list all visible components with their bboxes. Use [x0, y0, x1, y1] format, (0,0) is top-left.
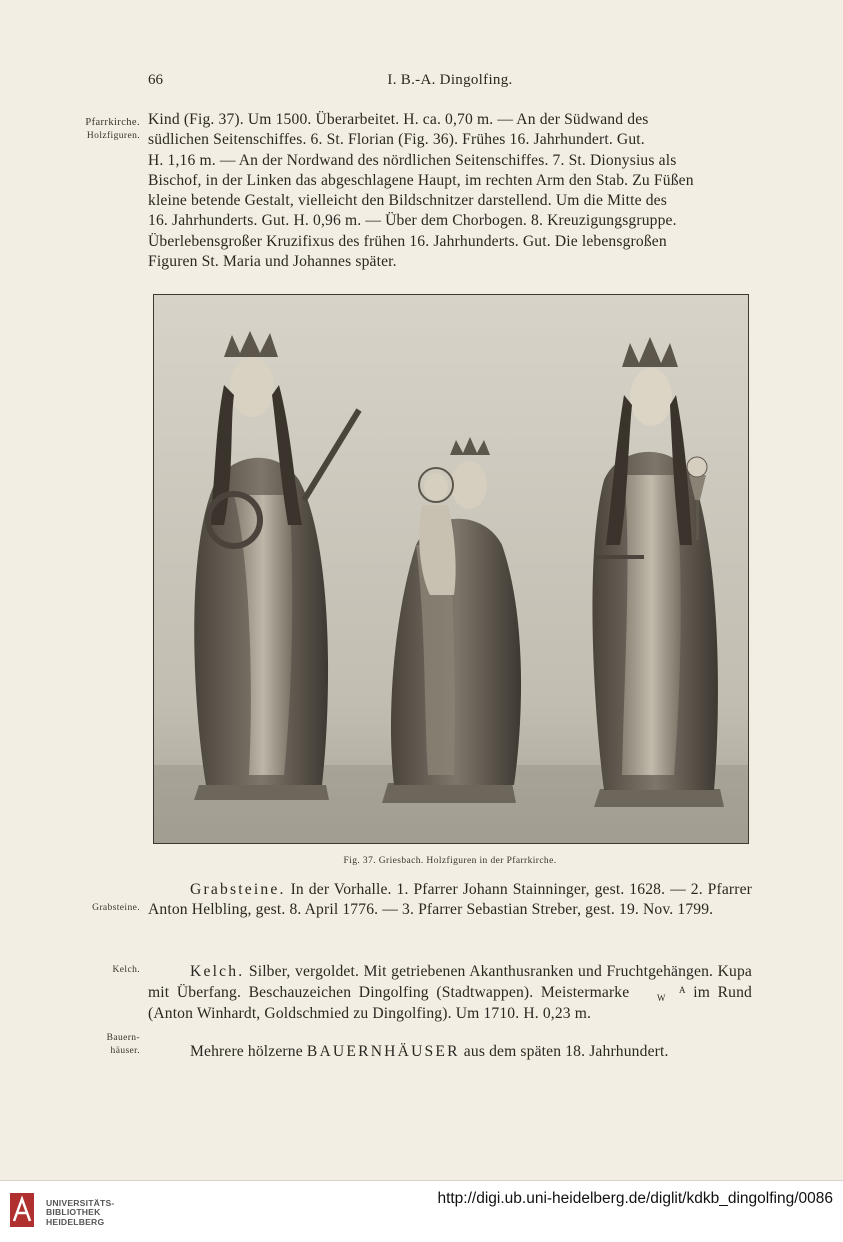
figure-photograph: [153, 294, 749, 844]
marke-top: A: [678, 985, 686, 995]
margin-note-bauern-1: Bauern-: [106, 1033, 140, 1043]
figure-caption: Fig. 37. Griesbach. Holzfiguren in der Pfarrkirche.: [343, 856, 557, 866]
margin-note-grabsteine: Grabsteine.: [92, 903, 140, 913]
page-number: 66: [148, 72, 163, 88]
kelch-text-1: Silber, vergoldet. Mit getriebenen Akanthusranken und Fruchtgehängen. Kupa mit Überfang. Beschauzeichen Dingolfing (Stadtwappen). Meistermarke: [148, 963, 752, 1001]
meistermarke-symbol: [637, 986, 686, 1002]
marke-bottom: W: [656, 993, 666, 1003]
section-head-grabsteine: Grabsteine.: [190, 881, 286, 898]
paragraph-kelch: [148, 961, 752, 1024]
text-line: kleine betende Gestalt, vielleicht den Bildschnitzer darstellend. Um die Mitte des: [148, 192, 667, 210]
margin-note-holzfiguren: Holzfiguren.: [86, 131, 140, 141]
grabsteine-text: In der Vorhalle. 1. Pfarrer Johann Stainninger, gest. 1628. — 2. Pfarrer Anton Helbling, gest. 8. April 1776. — 3. Pfarrer Sebastian Streber, gest. 19. Nov. 1799.: [148, 881, 752, 919]
page-header: [148, 72, 752, 94]
section-head-bauernhaeuser: BAUERNHÄUSER: [306, 1043, 460, 1060]
permalink-url[interactable]: http://digi.ub.uni-heidelberg.de/diglit/kdkb_dingolfing/0086: [437, 1190, 833, 1207]
running-title: I. B.-A. Dingolfing.: [387, 72, 513, 88]
text-line: Figuren St. Maria und Johannes später.: [148, 253, 397, 271]
text-line: H. 1,16 m. — An der Nordwand des nördlichen Seitenschiffes. 7. St. Dionysius als: [148, 151, 677, 169]
margin-note-pfarrkirche: Pfarrkirche.: [85, 117, 140, 128]
text-line: Kind (Fig. 37). Um 1500. Überarbeitet. H. ca. 0,70 m. — An der Südwand des: [148, 111, 649, 128]
sculptures-photo: [154, 295, 748, 843]
text-line: Bischof, in der Linken das abgeschlagene Haupt, im rechten Arm den Stab. Zu Füßen: [148, 171, 694, 189]
library-footer: [0, 1180, 843, 1242]
logo-line: HEIDELBERG: [46, 1216, 105, 1227]
paragraph-grabsteine: [148, 880, 752, 921]
margin-note-bauern-2: häuser.: [110, 1046, 140, 1056]
university-seal-icon: [8, 1191, 36, 1231]
section-head-kelch: Kelch.: [190, 963, 245, 980]
bauern-text-pre: Mehrere hölzerne: [190, 1043, 307, 1060]
logo-line: BIBLIOTHEK: [46, 1207, 101, 1218]
text-line: Überlebensgroßer Kruzifixus des frühen 16. Jahrhunderts. Gut. Die lebensgroßen: [148, 232, 667, 250]
paragraph-holzfiguren: [148, 110, 752, 272]
library-name: [46, 1199, 115, 1227]
library-logo[interactable]: [8, 1189, 158, 1234]
text-line: südlichen Seitenschiffes. 6. St. Florian (Fig. 36). Frühes 16. Jahrhundert. Gut.: [148, 131, 645, 149]
paragraph-bauernhaeuser: [148, 1042, 752, 1062]
margin-note-kelch: Kelch.: [112, 965, 140, 975]
kelch-text-2: im Rund (Anton Winhardt, Goldschmied zu Dingolfing). Um 1710. H. 0,23 m.: [148, 984, 752, 1022]
bauern-text-post: aus dem späten 18. Jahrhundert.: [459, 1043, 669, 1060]
logo-line: UNIVERSITÄTS-: [46, 1198, 115, 1208]
text-line: 16. Jahrhunderts. Gut. H. 0,96 m. — Über dem Chorbogen. 8. Kreuzigungsgruppe.: [148, 212, 677, 230]
